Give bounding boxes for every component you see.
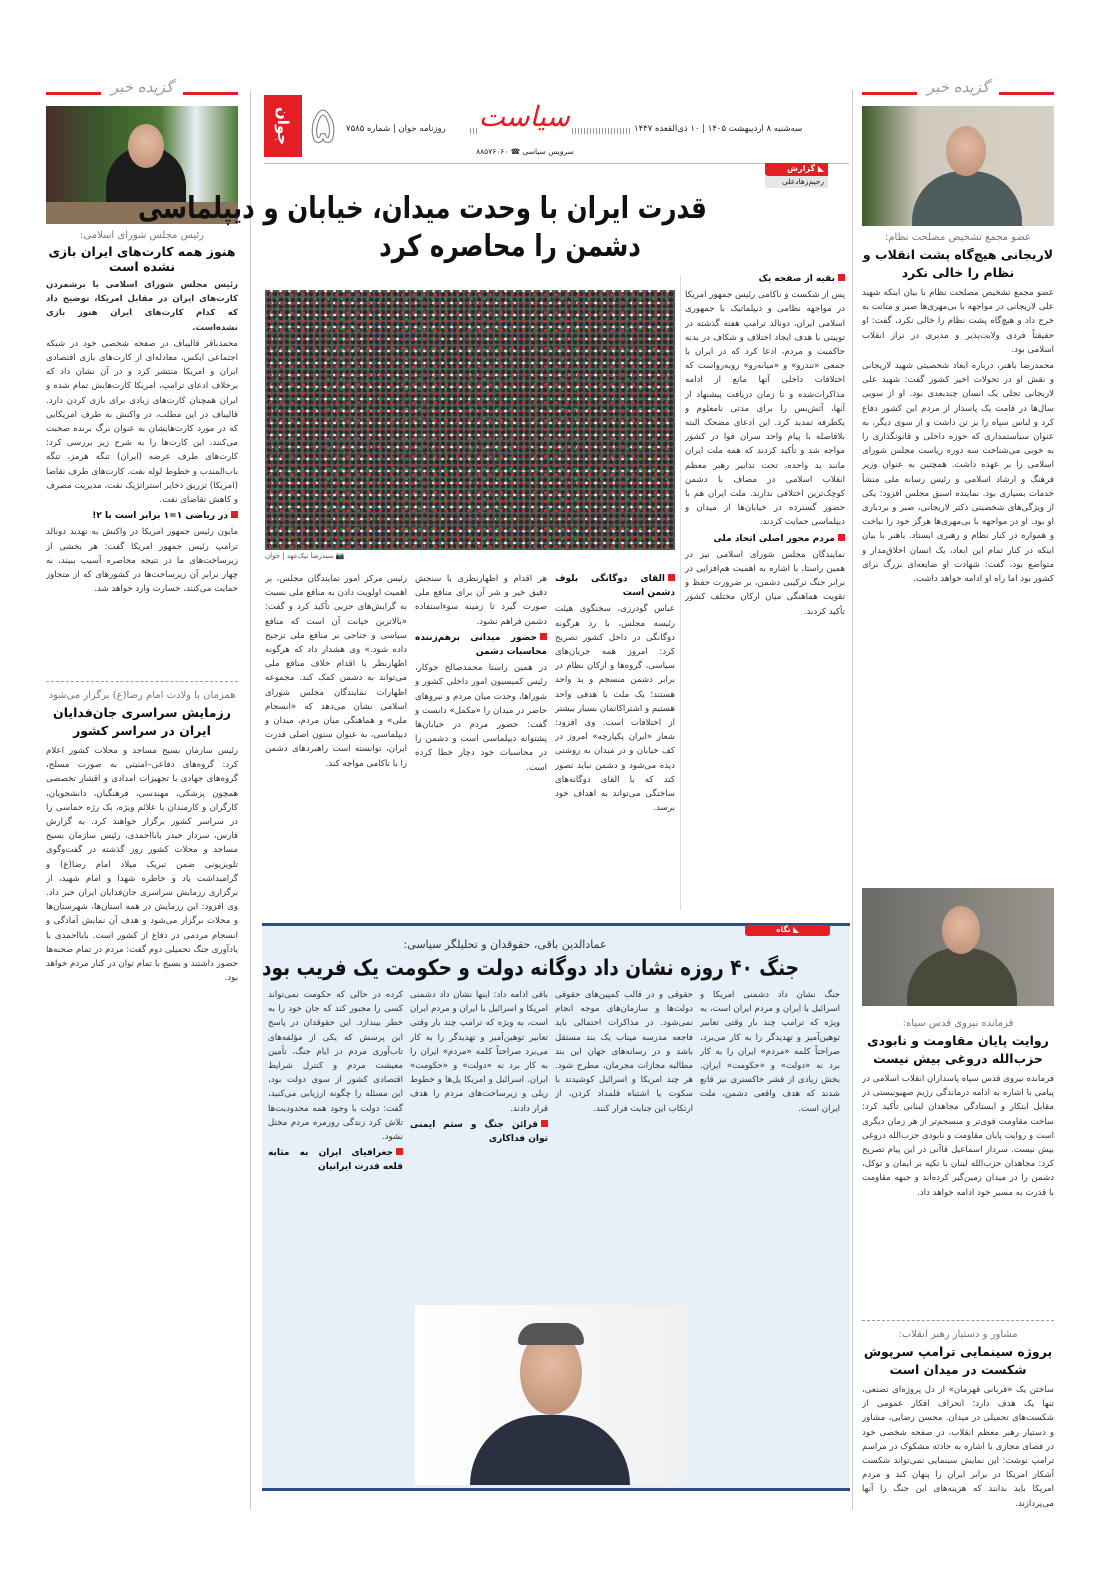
issue-date: سه‌شنبه ۸ اردیبهشت ۱۴۰۵ | ۱۰ ذی‌القعده ۱۴۴۷ [634, 124, 803, 134]
look-kicker: عمادالدین باقی، حقوقدان و تحلیلگر سیاسی: [403, 938, 607, 951]
author-byline: رحیم‌زهادعلی [765, 176, 828, 188]
larijani-photo [862, 106, 1054, 226]
look-col-4: کرده در حالی که حکومت نمی‌تواند کسی را مجبور کند که جان خود را به خطر بیندازد. این حقوقدان در پاسخ این پرسش که یکی از مؤلفه‌های تاب‌آوری مردم در ایام جنگ، تأمین معیشت مردم و کنترل شرایط اقتصادی کشور از سوی دولت بود، این مسئله را چگونه ارزیابی می‌کنید، گفت: دولت با وجود همه محدودیت‌ها تلاش کرد زندگی روزمره مردم مختل نشود. جغرافیای ایران به مثابه قلعه قدرت ایرانیان [268, 988, 403, 1478]
photo-credit: 📷 سیدرضا نیک‌عهد | جوان [265, 552, 345, 560]
brief-section-header: گزیده خبر [862, 82, 1054, 104]
left-brief-column: گزیده خبر رئیس مجلس شورای اسلامی: هنوز همه کارت‌های ایران بازی نشده است رئیس مجلس شورای اسلامی با برشمردن کارت‌های ایران در مقابل امریکا، توضیح داد که کدام کارت‌های ایران هنوز بازی نشده‌است. محمدباقر قالیباف در صفحه شخصی خود در شبکه اجتماعی ایکس، معادله‌ای از کارت‌های بازی اقتصادی ایران و امریکا منتشر کرد و در آن نشان داد که برخلاف ادعای ترامپ، امریکا کارت‌هایش تمام شده و ایران همچنان کارت‌های زیادی برای بازی کردن دارد. قالیباف در این مطلب، در واکنش به طرف امریکایی که در مورد کارت‌هایشان به عنوان برگ برنده صحبت می‌کنند، این کارت‌ها را به شرح زیر بررسی کرد: کارت‌های طرف عرضه (ایران) تنگه هرمز، تنگه باب‌المندب و خطوط لوله نفت. کارت‌های طرف تقاضا (امریکا) تزریق ذخایر استراتژیک نفت، مدیریت مصرف و کاهش تقاضای نفت. در ریاضی ۱=۱ برابر است با ۲! مایون رئیس جمهور امریکا در واکنش به تهدید دونالد ترامپ رئیس جمهور امریکا گفت: هر بخشی از زیرساخت‌های ما در نتیجه محاصره آسیب ببیند، به چهار برابر آن زیرساخت‌ها در کشورهای که از متجاوز حمایت می‌کنند، خسارت وارد خواهد شد. همزمان با ولادت امام رضا(ع) برگزار می‌شود رزمایش سراسری جان‌فدایان ایران در سراسر کشور رئیس سازمان بسیج مساجد و محلات کشور اعلام کرد: گروه‌های دفاعی–امنیتی به صورت مسلح، گروه‌های جهادی با تجهیزات امدادی و اقشار تخصصی همچون پزشکی، مهندسی، فرهنگیان، دانشجویان، کارگران و کارمندان با علائم ویژه، یک رژه حماسی را در سراسر کشور برگزار خواهند کرد. به گزارش فارس، سردار حیدر بابااحمدی، رئیس سازمان بسیج مساجد و محلات کشور روز گذشته در گفت‌وگوی تلویزیونی ضمن تبریک میلاد امام رضا(ع) و گرامیداشت یاد و خاطره شهدا و امام شهید، از برگزاری رزمایش سراسری جان‌فدایان ایران خبر داد. وی افزود: این رزمایش در همه استان‌ها، شهرستان‌ها و محلات برگزار می‌شود و هدف آن نمایش آمادگی و انسجام مردمی در دفاع از کشور است. بابااحمدی با یادآوری جنگ تحمیلی دوم گفت: مردم در تمام صحنه‌ها حضور داشتند و بسیج با تمام توان در کنار مردم خواهد بود. [46, 78, 238, 984]
look-col-1: جنگ نشان داد دشمنی امریکا و اسرائیل با ایران و مردم ایران است، به ویژه که ترامپ چند بار وقتی تعابیر توهین‌آمیز و تهدیدگر را به کار می‌برد، صراحتاً کلمه «مردم» ایران را به کار برد نه «دولت» و «حکومت» ایران. بخش زیادی از قشر خاکستری نیز قانع شدند که هدف واقعی دشمن، ملت ایران است. [700, 990, 840, 1114]
qaani-photo [862, 888, 1054, 1006]
page-number: ۵ [309, 96, 337, 154]
paper-issue: روزنامه جوان | شماره ۷۵۸۵ [346, 124, 446, 134]
bagi-portrait-photo [415, 1305, 685, 1485]
look-col-2: حقوقی و در قالب کمپین‌های حقوقی دولت‌ها و سازمان‌های موجه انجام نمی‌شود. در مذاکرات احتمالی باید فاجعه مدرسه میناب یک بند مستقل باشد و در رسانه‌های جهان این بند مطالبه مجازات مجرمان، مطرح شود. هر چند امریکا و اسرائیل کوشیدند با سکوت یا اشتباه قلمداد کردن، از ارتکاب این جنایت فرار کنند. [555, 990, 693, 1114]
look-headline: جنگ ۴۰ روزه نشان داد دوگانه دولت و حکومت یک فریب بود [262, 956, 799, 981]
main-col-4: رئیس مرکز امور نمایندگان مجلس، بر اهمیت اولویت دادن به منافع ملی نسبت به گرایش‌های حزبی تأکید کرد و گفت: «بالاترین خیانت آن است که منافع سیاسی و جناحی بر منافع ملی ترجیح داده شود.» وی هشدار داد که هرگونه اظهارنظر یا اقدام خلاف منافع ملی می‌تواند به دشمن کمک کند. مجموعه اظهارات نمایندگان مجلس شورای اسلامی نشان می‌دهد که «انسجام ملی» و هماهنگی میان مردم، میدان و دیپلماسی، به عنوان ستون اصلی قدرت ایران، توانسته است راهبردهای دشمن را با ناکامی مواجه کند. [265, 574, 407, 769]
report-badge: ◣ گزارش [765, 163, 828, 176]
right-brief-column: گزیده خبر عضو مجمع تشخیص مصلحت نظام: لاریجانی هیچ‌گاه پشت انقلاب و نظام را خالی نکرد عضو مجمع تشخیص مصلحت نظام با بیان اینکه شهید علی لاریجانی در مواجهه با بی‌مهری‌ها صبر و متانت به خرج داد و هیچ‌گاه پشت نظام را خالی نکرد، گفت: او حقیقتاً فردی ولایت‌پذیر و مدیری در تراز انقلاب اسلامی بود. محمدرضا باهنر، درباره ابعاد شخصیتی شهید لاریجانی و نقش او در تحولات اخیر کشور گفت: شهید علی لاریجانی تجلی یک انسان چندبعدی بود. او از سویی سال‌ها در قامت یک پاسدار از مردم این کشور دفاع کرد و لباس سپاه را بر تن داشت و از سوی دیگر، به عنوان سیاستمداری که حوزه داخلی و قانونگذاری را به خوبی می‌شناخت سه دوره ریاست مجلس شورای اسلامی را بر عهده داشت. همچنین به عنوان وزیر فرهنگ و ارشاد اسلامی و رئیس رسانه ملی منشأ خدمات بسیاری بود. نماینده اسبق مجلس افزود: یکی از ویژگی‌های شخصیتی دکتر لاریجانی، صبر و بردباری او بود. او در مواجهه با بی‌مهری‌ها هرگز خود را نباخت و همواره در کنار نظام و رهبری ایستاد. باهنر با بیان اینکه در کنار تمام این ابعاد، یک انسان اخلاق‌مدار و متواضع بود، گفت: شهادت او ضایعه‌ای بزرگ برای کشور بود اما راه او ادامه خواهد داشت. [862, 78, 1054, 585]
javan-logo: جوان [264, 95, 302, 157]
main-col-3: هر اقدام و اظهارنظری با سنجش دقیق خیر و شر آن برای منافع ملی صورت گیرد تا زمینه سوءاستفاده دشمن فراهم نشود. حضور میدانی برهم‌زننده محاسبات دشمن در همین راستا محمدصالح جوکار، رئیس کمیسیون امور داخلی کشور و شوراها، وحدت میان مردم و نیروهای حاضر در میدان را «مکمل» دانست و گفت: حضور مردم در خیابان‌ها پشتوانه دیپلماسی است و دشمن را در محاسبات خود دچار خطا کرده است. [415, 574, 547, 773]
main-col-2: القای دوگانگی بلوف دشمن است عباس گودرزی، سخنگوی هیئت رئیسه مجلس، با رد هرگونه دوگانگی در داخل کشور تصریح کرد: امروز همه جریان‌های سیاسی، گروه‌ها و ارکان نظام در برابر دشمن منسجم و ید واحد هستند؛ یک ملت با هدفی واحد هستیم و اشتراکاتمان بسیار بیشتر از اختلافات است. وی افزود: شعار «ایران یکپارچه» امروز در کف خیابان و در میدان به روشنی دیده می‌شود و دشمن نباید تصور کند که با القای دوگانه‌های ساختگی می‌تواند به اهداف خود برسد. [555, 574, 675, 814]
section-title: سیاست [478, 100, 570, 133]
look-col-3: باقی ادامه داد: اینها نشان داد دشمنی امریکا و اسرائیل با ایران و مردم ایران است، به ویژه که ترامپ چند بار وقتی تعابیر توهین‌آمیز و تهدیدگر را به کار می‌برد صراحتاً کلمه «مردم» ایران را به کار برد نه «دولت» و «حکومت» ایران. اسرائیل و امریکا پل‌ها و خطوط ریلی و زیرساخت‌های مردم را هدف قرار دادند. قرائن جنگ و ستم ایمنی توان فداکاری [410, 988, 548, 1298]
brief-section-header: گزیده خبر [46, 82, 238, 104]
main-col-1: بقیه از صفحه یک پس از شکست و ناکامی رئیس جمهور امریکا در مواجهه نظامی و دیپلماتیک با جمهوری اسلامی ایران، دونالد ترامپ هفته گذشته در توییتی با هدف ایجاد اختلاف و شکاف در بدنه حاکمیت و مردم، ادعا کرد که در ایران با جمعی «تندرو» و «میانه‌رو» روبه‌رواست که اختلافات داخلی آنها مانع از ادامه مذاکرات‌شده و تا زمان دریافت پیشنهاد از آنها، آتش‌بس را برای مدتی نامعلوم و یکطرفه تمدید کرد. این ادعای مضحک البته بلافاصله با پیام واحد سران قوا در کشور مواجه شد و تأکید کردند که همه ملت ایران مانند ید واحده، تحت تدابیر رهبر معظم انقلاب اسلامی در مصاف با دشمن کوچک‌ترین اختلافی ندارند. ملت ایران هم با حضور گسترده در خیابان‌ها از میدان و دیپلماسی حمایت کردند. مردم محور اصلی اتحاد ملی نمایندگان مجلس شورای اسلامی نیز در همین راستا، با اشاره به اهمیت هم‌افزایی در برابر جنگ ترکیبی دشمن، بر ضرورت حفظ و تقویت هماهنگی میان ارکان مختلف کشور تأکید کردند. [685, 274, 845, 617]
look-badge: ◣ نگاه [745, 925, 830, 936]
divider [572, 128, 630, 134]
rally-crowd-photo [265, 290, 675, 550]
divider [470, 128, 478, 134]
main-headline: قدرت ایران با وحدت میدان، خیابان و دیپلماسی دشمن را محاصره کرد [138, 191, 707, 264]
